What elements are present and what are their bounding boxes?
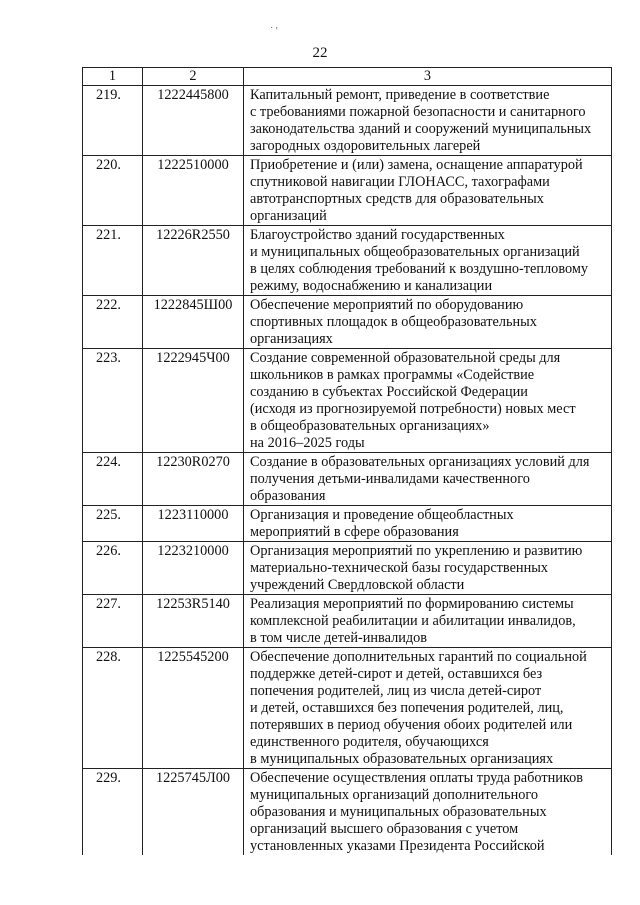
description-line: организаций [250,208,327,224]
description-line: и детей, оставшихся без попечения родителей, лиц, [250,700,564,716]
row-code: 12253R5140 [143,595,244,648]
description-line: на 2016–2025 годы [250,435,365,451]
description-line: Реализация мероприятий по формированию системы [250,596,574,612]
row-number: 224. [83,453,143,506]
description-line: Приобретение и (или) замена, оснащение аппаратурой [250,157,583,173]
description-line: загородных оздоровительных лагерей [250,138,481,154]
page-number: 22 [312,45,328,61]
table-row [83,595,612,648]
description-line: образования [250,488,326,504]
description-line: в общеобразовательных организациях» [250,418,490,434]
description-line: в том числе детей-инвалидов [250,630,428,646]
scan-mark: ˙ ' [270,26,278,37]
description-line: попечения родителей, лиц из числа детей-сирот [250,683,542,699]
description-line: автотранспортных средств для образовательных [250,191,544,207]
description-line: Обеспечение дополнительных гарантий по социальной [250,649,587,665]
description-line: Благоустройство зданий государственных [250,227,505,243]
row-description [244,349,612,453]
description-line: получения детьми-инвалидами качественного [250,471,530,487]
description-line: Капитальный ремонт, приведение в соответствие [250,87,550,103]
description-line: в муниципальных образовательных организациях [250,751,554,767]
row-number: 228. [83,648,143,769]
table-header-row [83,68,612,86]
description-line: единственного родителя, обучающихся [250,734,489,750]
description-line: спутниковой навигации ГЛОНАСС, тахографами [250,174,550,190]
row-description [244,648,612,769]
row-number: 229. [83,769,143,856]
row-description [244,453,612,506]
description-line: школьников в рамках программы «Содействие [250,367,535,383]
description-line: и муниципальных общеобразовательных организаций [250,244,580,260]
row-code: 1225745Л00 [143,769,244,856]
row-number: 222. [83,296,143,349]
description-line: организаций высшего образования с учетом [250,821,519,837]
row-number: 227. [83,595,143,648]
table-row [83,453,612,506]
column-header-code: 2 [143,68,244,86]
row-number: 223. [83,349,143,453]
description-line: в целях соблюдения требований к воздушно-тепловому [250,261,589,277]
description-line: Организация мероприятий по укреплению и развитию [250,543,583,559]
row-description [244,86,612,156]
row-code: 1225545200 [143,648,244,769]
description-line: установленных указами Президента Российской [250,838,545,854]
row-code: 1222945Ч00 [143,349,244,453]
description-line: режиму, водоснабжению и канализации [250,278,493,294]
description-line: организациях [250,331,333,347]
table-row [83,296,612,349]
description-line: спортивных площадок в общеобразовательных [250,314,537,330]
column-header-description: 3 [244,68,612,86]
budget-classification-table [82,67,612,855]
column-header-number: 1 [83,68,143,86]
row-description [244,595,612,648]
row-code: 1223110000 [143,506,244,542]
description-line: мероприятий в сфере образования [250,524,459,540]
description-line: с требованиями пожарной безопасности и санитарного [250,104,586,120]
description-line: поддержке детей-сирот и детей, оставшихся без [250,666,543,682]
description-line: (исходя из прогнозируемой потребности) новых мест [250,401,576,417]
description-line: образования и муниципальных образовательных [250,804,547,820]
table-row [83,769,612,856]
row-code: 12226R2550 [143,226,244,296]
description-line: созданию в субъектах Российской Федерации [250,384,528,400]
description-line: потерявших в период обучения обоих родителей или [250,717,573,733]
row-number: 221. [83,226,143,296]
row-number: 225. [83,506,143,542]
row-code: 1222510000 [143,156,244,226]
row-code: 1223210000 [143,542,244,595]
table-row [83,226,612,296]
row-description [244,769,612,856]
row-description [244,296,612,349]
description-line: Организация и проведение общеобластных [250,507,514,523]
description-line: Создание в образовательных организациях условий для [250,454,590,470]
row-number: 226. [83,542,143,595]
row-description [244,506,612,542]
row-code: 1222445800 [143,86,244,156]
description-line: комплексной реабилитации и абилитации инвалидов, [250,613,576,629]
table-row [83,542,612,595]
table-row [83,506,612,542]
table-row [83,349,612,453]
row-code: 12230R0270 [143,453,244,506]
table-row [83,86,612,156]
description-line: муниципальных организаций дополнительного [250,787,539,803]
description-line: Обеспечение мероприятий по оборудованию [250,297,524,313]
row-description [244,156,612,226]
table-row [83,648,612,769]
row-description [244,542,612,595]
description-line: Обеспечение осуществления оплаты труда работников [250,770,584,786]
row-code: 1222845Ш00 [143,296,244,349]
row-description [244,226,612,296]
table-row [83,156,612,226]
row-number: 219. [83,86,143,156]
table-body [83,86,612,856]
row-number: 220. [83,156,143,226]
description-line: законодательства зданий и сооружений муниципальных [250,121,592,137]
description-line: учреждений Свердловской области [250,577,465,593]
description-line: материально-технической базы государственных [250,560,548,576]
description-line: Создание современной образовательной среды для [250,350,561,366]
